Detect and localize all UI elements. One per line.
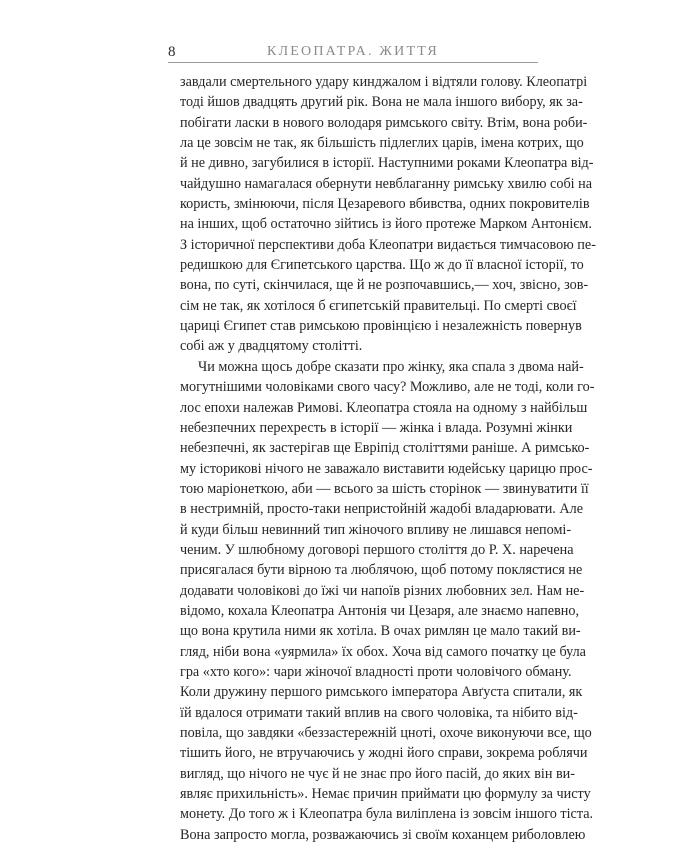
text-line: завдали смертельного удару кинджалом і відтяли голову. Клеопатрі xyxy=(180,74,588,90)
text-line: чайдушно намагалася обернути невблаганну римську хвилю собі на xyxy=(180,175,593,192)
text-line: Вона запросто могла, розважаючись зі своїм коханцем риболовлею xyxy=(180,826,586,843)
text-line: в нестримній, просто-таки непристойній жадобі владарювати. Але xyxy=(180,501,584,518)
text-line: побігати ласки в нового володаря римського світу. Втім, вона роби- xyxy=(180,114,588,131)
text-line: являє прихильність». Немає причин приймати цю формулу за чисту xyxy=(180,786,591,803)
text-line: ла це зовсім не так, як більшість підлеглих царів, імена котрих, що xyxy=(180,135,584,152)
text-line: вона, по суті, скінчилася, ще й не розпочавшись,— хоч, звісно, зов- xyxy=(180,277,589,294)
text-line: сім не так, як хотілося б єгипетській правительці. По смерті своєї xyxy=(180,297,577,314)
text-line: вигляд, що нічого не чує й не знає про його пасій, до яких він ви- xyxy=(180,765,575,782)
text-line: гра «хто кого»: чари жіночої владності проти чоловічого обману. xyxy=(180,663,572,680)
text-line: Коли дружину першого римського імператора Авґуста спитали, як xyxy=(180,684,583,701)
text-line: додавати чоловікові до їжі чи напоїв різних любовних зел. Нам не- xyxy=(180,582,585,599)
header-rule xyxy=(168,62,538,63)
text-line: присягалася бути вірною та люблячою, щоб потому поклястися не xyxy=(180,562,583,579)
text-line: ченим. У шлюбному договорі першого століття до Р. Х. наречена xyxy=(180,541,574,558)
running-head xyxy=(168,42,538,62)
text-line: й куди більш невинний тип жіночого впливу не лишався непомі- xyxy=(180,521,572,538)
paragraph xyxy=(180,72,596,357)
text-line: лос епохи належав Римові. Клеопатра стояла на одному з найбільш xyxy=(180,399,588,416)
text-line: повіла, що завдяки «беззастережній цноті, охоче виконуючи все, що xyxy=(180,725,592,741)
text-line: могутнішими чоловіками свого часу? Можливо, але не тоді, коли го- xyxy=(180,379,595,396)
text-line: Чи можна щось добре сказати про жінку, яка спала з двома най- xyxy=(198,358,584,375)
text-line: їй вдалося отримати такий вплив на свого чоловіка, та нібито від- xyxy=(180,704,578,721)
text-line: на інших, щоб остаточно зійтись із його протеже Марком Антонієм. xyxy=(180,216,592,233)
text-line: й не дивно, загубилися в історії. Наступними роками Клеопатра від- xyxy=(180,155,594,172)
text-line: му історикові нічого не заважало виставити юдейську царицю прос- xyxy=(180,460,593,477)
text-line: тою маріонеткою, аби — всього за шість сторінок — звинуватити її xyxy=(180,480,589,497)
text-line: користь, змінюючи, після Цезаревого вбивства, одних покровителів xyxy=(180,196,590,213)
text-line: монету. До того ж і Клеопатра була виліплена із зовсім іншого тіста. xyxy=(180,806,594,823)
text-line: тішить його, не втручаючись у жодні його справи, зокрема роблячи xyxy=(180,745,588,762)
text-line: гляд, ніби вона «уярмила» їх обох. Хоча від самого початку це була xyxy=(180,643,586,660)
page-number: 8 xyxy=(168,44,176,60)
text-line: З історичної перспективи доба Клеопатри видається тимчасовою пе- xyxy=(180,236,596,253)
paragraph xyxy=(180,357,595,845)
text-line: собі аж у двадцятому столітті. xyxy=(180,338,363,355)
text-line: редишкою для Єгипетського царства. Що ж до її власної історії, то xyxy=(180,257,584,274)
text-line: цариці Єгипет став римською провінцією і незалежність повернув xyxy=(180,318,582,335)
text-line: що вона крутила ними як хотіла. В очах римлян це мало такий ви- xyxy=(180,623,581,640)
running-title: КЛЕОПАТРА. ЖИТТЯ xyxy=(267,44,439,59)
body-text xyxy=(180,72,596,845)
text-line: тоді йшов двадцять другий рік. Вона не мала іншого вибору, як за- xyxy=(180,94,583,111)
text-line: небезпечні, як застерігав ще Евріпід століттями раніше. А римсько- xyxy=(180,440,590,457)
text-line: небезпечних перехресть в історії — жінка і влада. Розумні жінки xyxy=(180,419,573,436)
text-line: відомо, кохала Клеопатра Антонія чи Цезаря, але знаємо напевно, xyxy=(180,602,580,619)
